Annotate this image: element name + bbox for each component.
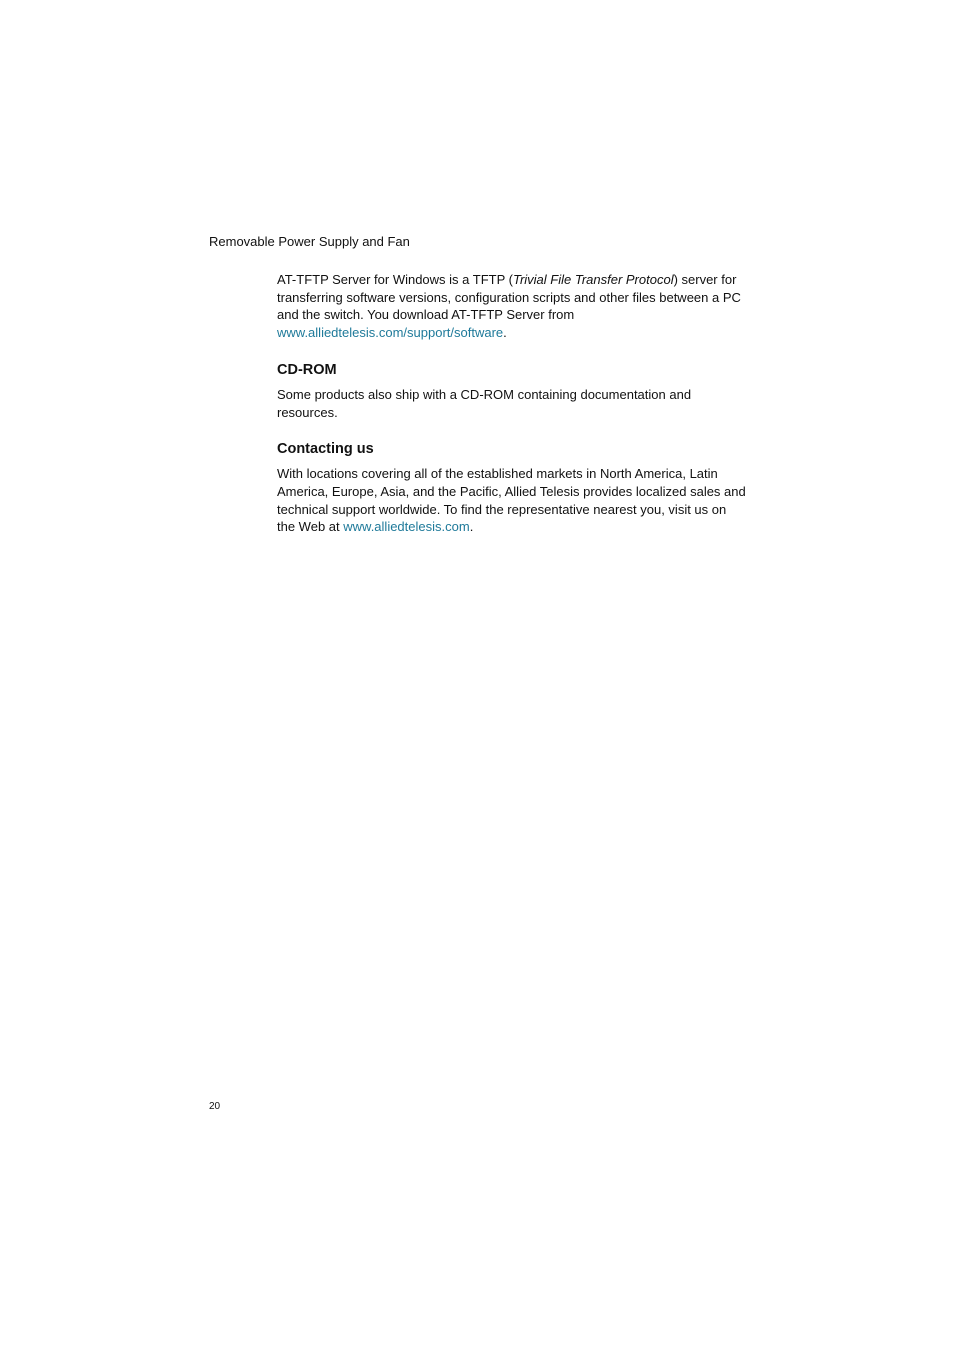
contact-text: With locations covering all of the established markets in North America, Latin America, Europe, Asia, and the Pacific, Allied Telesis provides localized sales and technical support worldwide. To find the representative nearest you, visit us on the Web at: [277, 466, 746, 535]
alliedtelesis-link[interactable]: www.alliedtelesis.com: [343, 519, 470, 535]
contact-heading: Contacting us: [277, 441, 374, 458]
contact-period: .: [469, 519, 474, 535]
page-number: 20: [209, 1101, 221, 1112]
page-content: [277, 271, 747, 536]
cdrom-heading: CD-ROM: [277, 361, 337, 378]
tftp-period: .: [503, 325, 507, 341]
contact-paragraph: [277, 465, 747, 536]
tftp-text-before: AT-TFTP Server for Windows is a TFTP (: [277, 272, 513, 287]
cdrom-paragraph: Some products also ship with a CD-ROM containing documentation and resources.: [277, 386, 692, 420]
tftp-protocol-name: Trivial File Transfer Protocol: [512, 272, 674, 287]
running-header: Removable Power Supply and Fan: [209, 234, 410, 249]
tftp-paragraph: [277, 271, 747, 342]
tftp-text-after: ) server for transferring software versions, configuration scripts and other files between a PC and the switch. You download AT-TFTP Server from: [277, 272, 741, 323]
support-software-link[interactable]: www.alliedtelesis.com/support/software: [277, 325, 504, 341]
